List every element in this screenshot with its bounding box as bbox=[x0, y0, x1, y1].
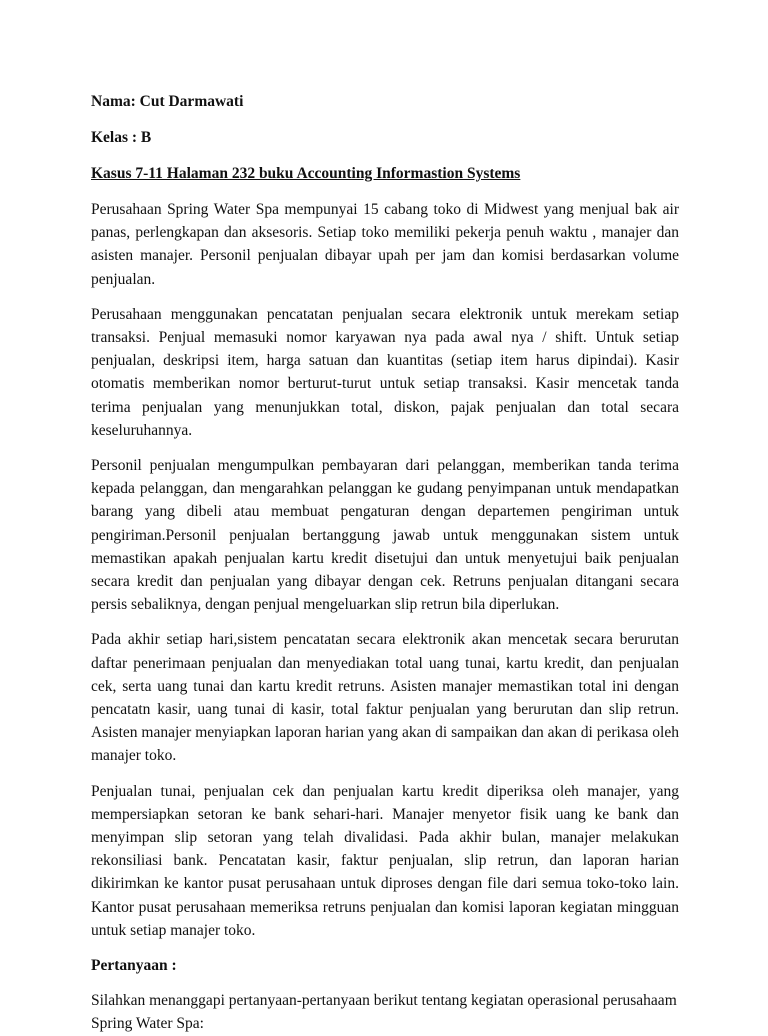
questions-heading: Pertanyaan : bbox=[91, 957, 177, 975]
paragraph-5: Penjualan tunai, penjualan cek dan penjualan kartu kredit diperiksa oleh manajer, yang mempersiapkan setoran ke bank sehari-hari. Manajer menyetor fisik uang ke bank dan menyimpan slip setoran yang telah divalidasi. Pada akhir bulan, manajer melakukan rekonsiliasi bank. Pencatatan kasir, faktur penjualan, slip retrun, dan laporan harian dikirimkan ke kantor pusat perusahaan untuk diproses dengan file dari semua toko-toko lain. Kantor pusat perusahaan memeriksa retruns penjualan dan komisi laporan kegiatan mingguan untuk setiap manajer toko. bbox=[91, 782, 679, 939]
student-class: Kelas : B bbox=[91, 129, 152, 146]
case-title: Kasus 7-11 Halaman 232 buku Accounting Informastion Systems bbox=[91, 165, 521, 182]
paragraph-1: Perusahaan Spring Water Spa mempunyai 15 cabang toko di Midwest yang menjual bak air panas, perlengkapan dan aksesoris. Setiap toko memiliki pekerja penuh waktu , manajer dan asisten manajer. Personil penjualan dibayar upah per jam dan komisi berdasarkan volume penjualan. bbox=[91, 201, 679, 288]
paragraph-3: Personil penjualan mengumpulkan pembayaran dari pelanggan, memberikan tanda terima kepada pelanggan, dan mengarahkan pelanggan ke gudang penyimpanan untuk mendapatkan barang yang dibeli atau membuat pengaturan dengan departemen pengiriman untuk pengiriman.Personil penjualan bertanggung jawab untuk menggunakan sistem untuk memastikan apakah penjualan kartu kredit disetujui dan untuk menyetujui baik penjualan secara kredit dan penjualan yang dibayar dengan cek. Retruns penjualan ditangani secara persis sebaliknya, dengan penjual mengeluarkan slip retrun bila diperlukan. bbox=[91, 457, 679, 614]
student-name: Nama: Cut Darmawati bbox=[91, 93, 244, 110]
questions-intro: Silahkan menanggapi pertanyaan-pertanyaan berikut tentang kegiatan operasional perusahaam Spring Water Spa: bbox=[91, 992, 677, 1033]
paragraph-4: Pada akhir setiap hari,sistem pencatatan secara elektronik akan mencetak secara berurutan daftar penerimaan penjualan dan menyediakan total uang tunai, kartu kredit, dan penjualan cek, serta uang tunai dan kartu kredit retruns. Asisten manajer memastikan total ini dengan pencatatn kasir, uang tunai di kasir, total faktur penjualan yang berurutan dan slip retrun. Asisten manajer menyiapkan laporan harian yang akan di sampaikan dan akan di perikasa oleh manajer toko. bbox=[91, 631, 679, 765]
paragraph-2: Perusahaan menggunakan pencatatan penjualan secara elektronik untuk merekam setiap transaksi. Penjual memasuki nomor karyawan nya pada awal nya / shift. Untuk setiap penjualan, deskripsi item, harga satuan dan kuantitas (setiap item harus dipindai). Kasir otomatis memberikan nomor berturut-turut untuk setiap transaksi. Kasir mencetak tanda terima penjualan yang menunjukkan total, diskon, pajak penjualan dan total secara keseluruhannya. bbox=[91, 305, 679, 439]
